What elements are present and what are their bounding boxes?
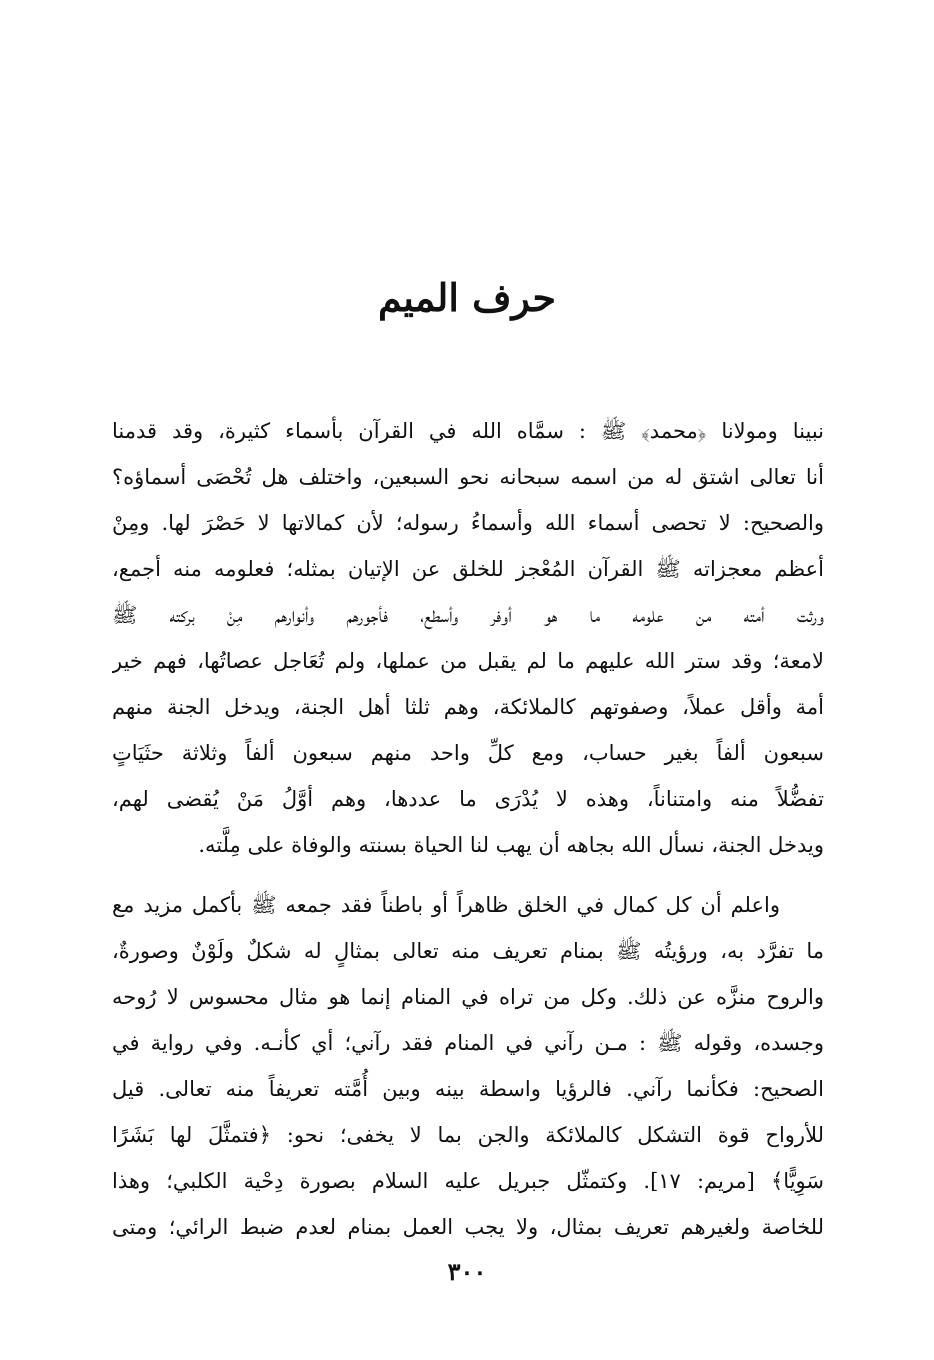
body-text: [112, 408, 824, 1250]
chapter-heading: حرف الميم: [378, 275, 556, 320]
text-line: لامعة؛ وقد ستر الله عليهم ما لم يقبل من عملها، ولم تُعَاجل عصاتُها، فهم خير: [112, 649, 824, 673]
text-line: والصحيح: لا تحصى أسماء الله وأسماءُ رسوله؛ لأن كمالاتها لا حَصْرَ لها. ومِنْ: [112, 511, 824, 535]
text-line: أمة وأقل عملاً، وصفوتهم كالملائكة، وهم ثلثا أهل الجنة، ويدخل الجنة منهم: [112, 695, 824, 719]
text-line: أنا تعالى اشتق له من اسمه سبحانه نحو السبعين، واختلف هل تُحْصَى أسماؤه؟: [112, 465, 824, 489]
text-line: ويدخل الجنة، نسأل الله بجاهه أن يهب لنا الحياة بسنته والوفاة على مِلَّته.: [198, 833, 824, 857]
text-line: ورثت أمته من علومه ما هو أوفر وأسطع، فأجورهم وأنوارهم مِنْ بركته ﷺ: [112, 603, 824, 627]
text-line: سبعون ألفاً بغير حساب، ومع كلِّ واحد منهم سبعون ألفاً وثلاثة حثَيَاتٍ: [112, 741, 824, 765]
text-line: ما تفرَّد به، ورؤيتُه ﷺ بمنام تعريف منه تعالى بمثالٍ له شكلٌ ولَوْنٌ وصورةٌ،: [112, 939, 824, 963]
text-line: سَوِيًّا﴾ [مريم: ١٧]. وكتمثّل جبريل عليه السلام بصورة دِحْية الكلبي؛ وهذا: [112, 1169, 824, 1193]
text-line: وجسده، وقوله ﷺ : مـن رآني في المنام فقد رآني؛ أي كأنـه. وفي رواية في: [112, 1031, 824, 1055]
text-line: للأرواح قوة التشكل كالملائكة والجن بما لا يخفى؛ نحو: ﴿فتمثَّلَ لها بَشَرًا: [112, 1123, 824, 1147]
text-line: للخاصة ولغيرهم تعريف بمثال، ولا يجب العمل بمنام لعدم ضبط الرائي؛ ومتى: [112, 1215, 824, 1239]
text-line: أعظم معجزاته ﷺ القرآن المُعْجز للخلق عن الإتيان بمثله؛ فعلومه منه أجمع،: [112, 557, 824, 581]
paragraph-1: [112, 408, 824, 868]
paragraph-gap: [112, 868, 824, 882]
text-line: الصحيح: فكأنما رآني. فالرؤيا واسطة بينه وبين أُمَّته تعريفاً منه تعالى. قيل: [112, 1077, 824, 1101]
paragraph-2: [112, 882, 824, 1250]
text-line: نبينا ومولانا ﴿محمد﴾ ﷺ : سمَّاه الله في القرآن بأسماء كثيرة، وقد قدمنا: [112, 419, 824, 443]
text-line: والروح منزَّه عن ذلك. وكل من تراه في المنام إنما هو مثال محسوس لا رُوحه: [112, 985, 824, 1009]
page-number: ٣٠٠: [447, 1257, 487, 1286]
text-line: تفضُّلاً منه وامتناناً، وهذه لا يُدْرَى ما عددها، وهم أوَّلُ مَنْ يُقضى لهم،: [112, 787, 824, 811]
text-line: واعلم أن كل كمال في الخلق ظاهراً أو باطناً فقد جمعه ﷺ بأكمل مزيد مع: [112, 893, 781, 917]
